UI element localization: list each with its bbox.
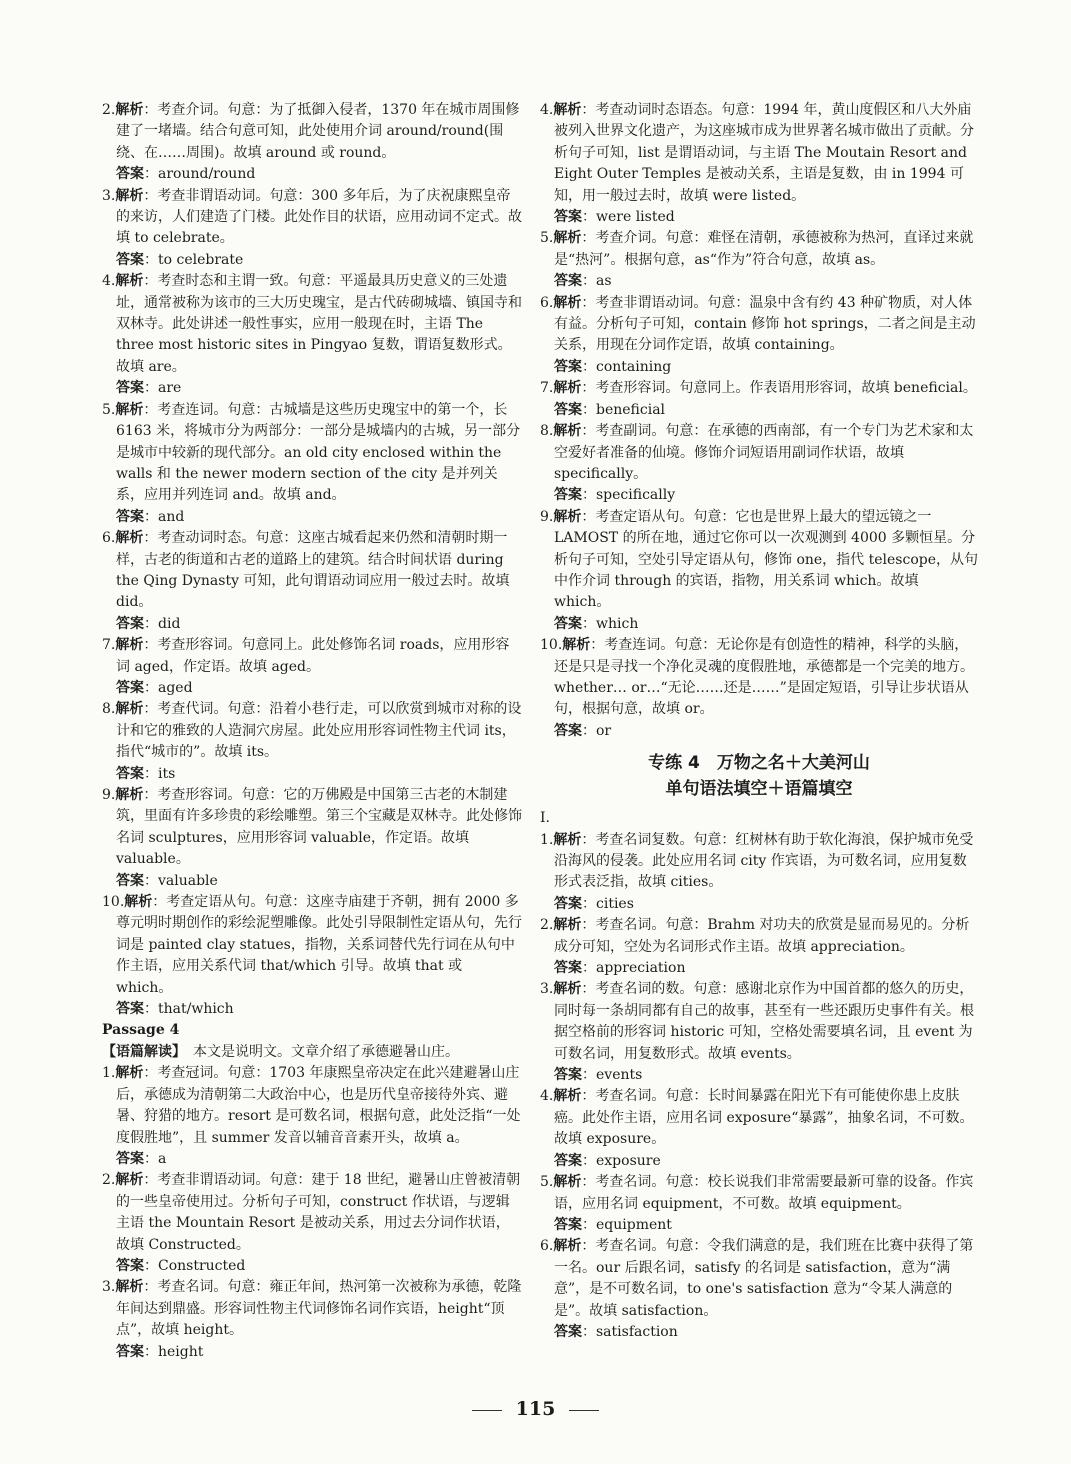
page-footer <box>0 1398 1071 1420</box>
analysis-text: ：考查连词。句意：古城墙是这些历史瑰宝中的第一个，长 6163 米，将城市分为两部分：一部分是城墙内的古城，另一部分是城市中较新的现代部分。an old city enclosed within the walls 和 the newer modern section of the city 是并列关系，应用并列连词 and。故填 and。 <box>116 401 521 504</box>
answer-line <box>102 1256 522 1277</box>
answer-label: 答案 <box>116 872 144 889</box>
answer-line <box>102 764 522 785</box>
answer-line <box>540 357 978 378</box>
passage-entries <box>102 1063 522 1363</box>
answer-line <box>540 207 978 228</box>
answer-value: ：cities <box>582 895 634 912</box>
item-number: 1. <box>102 1065 116 1082</box>
item-number: 10. <box>540 637 563 654</box>
item-number: 10. <box>102 894 125 911</box>
analysis-label: 解析 <box>115 102 144 118</box>
answer-item <box>102 100 522 186</box>
answer-item <box>102 1063 522 1170</box>
right-column <box>540 100 978 1343</box>
answer-label: 答案 <box>116 765 144 782</box>
answer-line <box>540 485 978 506</box>
answer-item <box>102 271 522 399</box>
analysis-text: ：考查形容词。句意：它的万佛殿是中国第三古老的木制建筑，里面有许多珍贵的彩绘雕塑。第三个宝藏是双林寺。此处修饰名词 sculptures，应用形容词 valuable，作定语。故填 valuable。 <box>116 787 522 868</box>
passage-block <box>102 1020 522 1363</box>
analysis-label: 解析 <box>553 981 582 998</box>
answer-line <box>102 507 522 528</box>
explanation <box>102 400 522 507</box>
explanation <box>540 1172 978 1215</box>
answer-item <box>102 400 522 528</box>
answer-label: 答案 <box>116 1343 144 1360</box>
answer-label: 答案 <box>554 615 582 632</box>
answer-line <box>102 1149 522 1170</box>
analysis-text: ：考查动词时态语态。句意：1994 年，黄山度假区和八大外庙被列入世界文化遗产，为这座城市成为世界著名城市做出了贡献。分析句子可知，list 是谓语动词，与主语 The Moutain Resort and Eight Outer Temples 是被动关系，主语是复数，由 in 1994 可知，用一般过去时，故填 were listed。 <box>554 102 974 204</box>
answer-item <box>102 1277 522 1363</box>
analysis-text: ：考查定语从句。句意：这座寺庙建于齐朝，拥有 2000 多尊元明时期创作的彩绘泥塑雕像。此处引导限制性定语从句，先行词是 painted clay statues，指物，关系词替代先行词在从句中作主语，应用关系代词 that/which 引导。故填 that 或 which。 <box>116 894 522 996</box>
item-number: 4. <box>102 273 116 290</box>
answer-value: ：specifically <box>582 487 676 504</box>
intro-label: 【语篇解读】 <box>102 1043 179 1060</box>
analysis-label: 解析 <box>553 294 582 311</box>
explanation <box>102 186 522 250</box>
answer-label: 答案 <box>554 1216 582 1233</box>
answer-value: ：beneficial <box>582 401 666 418</box>
explanation <box>102 892 522 999</box>
analysis-text: ：考查名词的数。句意：感谢北京作为中国首都的悠久的历史，同时每一条胡同都有自己的故事，甚至有一些还跟历史事件有关。根据空格前的形容词 historic 可知，空格处需要填名词，且 event 为可数名词，用复数形式。故填 events。 <box>554 981 974 1062</box>
item-number: 8. <box>540 423 554 440</box>
analysis-label: 解析 <box>553 508 582 525</box>
analysis-text: ：考查定语从句。句意：它也是世界上最大的望远镜之一 LAMOST 的所在地，通过它你可以一次观测到 4000 多颗恒星。分析句子可知，空处引导定语从句，修饰 one，指代 telescope，从句中作介词 through 的宾语，指物，用关系词 which。故填 which。 <box>554 508 979 611</box>
answer-value: ：events <box>582 1067 643 1084</box>
item-number: 9. <box>540 508 554 525</box>
explanation <box>540 378 978 399</box>
answer-item <box>540 979 978 1086</box>
answer-item <box>102 528 522 635</box>
right-entries <box>540 100 978 742</box>
analysis-label: 解析 <box>115 787 144 803</box>
item-number: 4. <box>540 102 554 118</box>
answer-value: ：exposure <box>582 1152 661 1169</box>
footer-dash-right <box>569 1410 599 1411</box>
answer-value: ：are <box>144 380 182 397</box>
answer-label: 答案 <box>554 401 582 418</box>
answer-label: 答案 <box>554 960 582 977</box>
answer-item <box>102 892 522 1020</box>
answer-item <box>102 186 522 272</box>
answer-value: ：which <box>582 615 639 632</box>
explanation <box>102 699 522 763</box>
section-title <box>540 750 978 802</box>
answer-label: 答案 <box>116 679 144 696</box>
analysis-text: ：考查副词。句意：在承德的西南部，有一个专门为艺术家和太空爱好者准备的仙境。修饰介词短语用副词作状语，故填 specifically。 <box>554 423 974 482</box>
answer-item <box>102 635 522 699</box>
item-number: 2. <box>540 917 554 934</box>
explanation <box>102 785 522 871</box>
answer-value: ：as <box>582 273 612 290</box>
answer-line <box>102 378 522 399</box>
answer-value: ：and <box>144 508 185 525</box>
answer-label: 答案 <box>554 1323 582 1340</box>
item-number: 7. <box>540 380 554 397</box>
item-number: 3. <box>102 187 116 204</box>
analysis-text: ：考查名词。句意：校长说我们非常需要最新可靠的设备。作宾语，应用名词 equipment，不可数。故填 equipment。 <box>554 1174 974 1212</box>
answer-value: ：around/round <box>144 166 256 183</box>
answer-label: 答案 <box>554 273 582 290</box>
explanation <box>540 635 978 721</box>
item-number: 9. <box>102 787 116 803</box>
answer-label: 答案 <box>116 1257 144 1274</box>
item-number: 6. <box>102 530 116 547</box>
analysis-label: 解析 <box>115 401 144 418</box>
analysis-label: 解析 <box>553 102 582 118</box>
answer-value: ：containing <box>582 358 672 375</box>
answer-line <box>540 1322 978 1343</box>
answer-line <box>540 1151 978 1172</box>
answer-label: 答案 <box>116 1150 144 1167</box>
item-number: 2. <box>102 102 116 118</box>
analysis-label: 解析 <box>553 917 582 934</box>
analysis-text: ：考查介词。句意：为了抵御入侵者，1370 年在城市周围修建了一堵墙。结合句意可知，此处使用介词 around/round(围绕、在……周围)。故填 around 或 round。 <box>116 102 520 161</box>
answer-label: 答案 <box>554 895 582 912</box>
analysis-text: ：考查形容词。句意同上。作表语用形容词，故填 beneficial。 <box>581 380 977 397</box>
explanation <box>102 528 522 614</box>
answer-value: ：its <box>144 765 176 782</box>
section-entries <box>540 830 978 1344</box>
analysis-text: ：考查形容词。句意同上。此处修饰名词 roads，应用形容词 aged，作定语。故填 aged。 <box>116 637 510 675</box>
answer-label: 答案 <box>554 1152 582 1169</box>
answer-line <box>540 1065 978 1086</box>
analysis-label: 解析 <box>553 380 582 397</box>
item-number: 3. <box>102 1279 116 1296</box>
answer-item <box>540 421 978 507</box>
answer-item <box>540 293 978 379</box>
explanation <box>102 1277 522 1341</box>
answer-line <box>102 250 522 271</box>
answer-item <box>540 228 978 292</box>
answer-label: 答案 <box>116 166 144 183</box>
explanation <box>540 100 978 207</box>
answer-label: 答案 <box>554 487 582 504</box>
item-number: 6. <box>540 1238 554 1255</box>
answer-value: ：appreciation <box>582 960 686 977</box>
left-column <box>102 100 522 1363</box>
item-number: 8. <box>102 701 116 718</box>
left-entries <box>102 100 522 1020</box>
analysis-text: ：考查名词。句意：长时间暴露在阳光下有可能使你患上皮肤癌。此处作主语，应用名词 exposure“暴露”，抽象名词，不可数。故填 exposure。 <box>554 1088 974 1148</box>
answer-line <box>540 721 978 742</box>
analysis-text: ：考查名词。句意：雍正年间，热河第一次被称为承德，乾隆年间达到鼎盛。形容词性物主代词修饰名词作宾语，height“顶点”，故填 height。 <box>116 1279 522 1339</box>
answer-value: ：that/which <box>144 1001 234 1018</box>
answer-line <box>102 1342 522 1363</box>
answer-line <box>540 614 978 635</box>
analysis-label: 解析 <box>553 1238 582 1255</box>
analysis-text: ：考查代词。句意：沿着小巷行走，可以欣赏到城市对称的设计和它的雅致的人造洞穴房屋。此处应用形容词性物主代词 its，指代“城市的”。故填 its。 <box>116 701 522 761</box>
intro-text: 本文是说明文。文章介绍了承德避暑山庄。 <box>193 1043 459 1060</box>
answer-value: ：valuable <box>144 872 218 889</box>
item-number: 5. <box>540 1174 554 1191</box>
explanation <box>540 1086 978 1150</box>
analysis-text: ：考查非谓语动词。句意：300 多年后，为了庆祝康熙皇帝的来访，人们建造了门楼。此处作目的状语，应用动词不定式。故填 to celebrate。 <box>116 187 522 247</box>
answer-label: 答案 <box>116 615 144 632</box>
explanation <box>102 1063 522 1149</box>
answer-value: ：to celebrate <box>144 251 244 268</box>
analysis-label: 解析 <box>115 701 144 718</box>
analysis-text: ：考查连词。句意：无论你是有创造性的精神，科学的头脑，还是只是寻找一个净化灵魂的度假胜地，承德都是一个完美的地方。whether… or…“无论……还是……”是固定短语，引导让步状语从句，根据句意，故填 or。 <box>554 637 974 718</box>
explanation <box>102 635 522 678</box>
answer-item <box>540 1086 978 1172</box>
answer-item <box>102 1170 522 1277</box>
explanation <box>540 421 978 485</box>
item-number: 5. <box>540 230 554 247</box>
section-title-line1: 专练 4 万物之名＋大美河山 <box>648 753 870 774</box>
analysis-label: 解析 <box>553 230 582 247</box>
answer-line <box>102 871 522 892</box>
page-number: 115 <box>515 1398 556 1420</box>
analysis-text: ：考查动词时态。句意：这座古城看起来仍然和清朝时期一样，古老的街道和古老的道路上的建筑。结合时间状语 during the Qing Dynasty 可知，此句谓语动词应用一般过去时。故填 did。 <box>116 530 510 611</box>
item-number: 6. <box>540 294 554 311</box>
answer-line <box>540 400 978 421</box>
passage-heading: Passage 4 <box>102 1022 180 1039</box>
explanation <box>540 228 978 271</box>
analysis-label: 解析 <box>553 831 582 848</box>
item-number: 2. <box>102 1172 116 1189</box>
answer-item <box>540 100 978 228</box>
explanation <box>540 507 978 614</box>
answer-item <box>540 1172 978 1236</box>
explanation <box>102 1170 522 1256</box>
answer-value: ：were listed <box>582 209 675 226</box>
answer-value: ：did <box>144 615 181 632</box>
explanation <box>540 1236 978 1322</box>
explanation <box>540 915 978 958</box>
explanation <box>540 830 978 894</box>
answer-line <box>540 1215 978 1236</box>
passage-intro <box>102 1042 522 1063</box>
answer-line <box>540 271 978 292</box>
item-number: 4. <box>540 1088 554 1105</box>
item-number: 7. <box>102 637 116 654</box>
answer-item <box>540 915 978 979</box>
answer-label: 答案 <box>554 722 582 739</box>
answer-item <box>102 699 522 785</box>
analysis-label: 解析 <box>115 1065 144 1082</box>
analysis-text: ：考查介词。句意：难怪在清朝，承德被称为热河，直译过来就是“热河”。根据句意，as“作为”符合句意，故填 as。 <box>554 230 974 268</box>
analysis-label: 解析 <box>115 187 144 204</box>
explanation <box>102 100 522 164</box>
analysis-text: ：考查时态和主谓一致。句意：平遥最具历史意义的三处遗址，通常被称为该市的三大历史瑰宝，是古代砖砌城墙、镇国寺和双林寺。此处讲述一般性事实，应用一般现在时，主语 The three most historic sites in Pingyao 复数，谓语复数形式。故填 are。 <box>116 273 522 375</box>
answer-item <box>102 785 522 892</box>
answer-label: 答案 <box>116 380 144 397</box>
analysis-text: ：考查非谓语动词。句意：建于 18 世纪，避暑山庄曾被清朝的一些皇帝使用过。分析句子可知，construct 作状语，与逻辑主语 the Mountain Resort 是被动关系，用过去分词作状语，故填 Constructed。 <box>116 1172 521 1253</box>
answer-line <box>540 894 978 915</box>
answer-value: ：equipment <box>582 1216 672 1233</box>
analysis-text: ：考查名词复数。句意：红树林有助于软化海浪，保护城市免受沿海风的侵袭。此处应用名词 city 作宾语，为可数名词，应用复数形式表泛指，故填 cities。 <box>554 831 974 891</box>
answer-item <box>540 378 978 421</box>
roman-heading: Ⅰ. <box>540 810 550 827</box>
analysis-label: 解析 <box>115 1279 144 1296</box>
answer-value: ：height <box>144 1343 204 1360</box>
item-number: 1. <box>540 831 554 848</box>
analysis-label: 解析 <box>553 1174 582 1191</box>
answer-value: ：a <box>144 1150 167 1167</box>
answer-item <box>540 1236 978 1343</box>
analysis-label: 解析 <box>115 1172 144 1189</box>
item-number: 5. <box>102 401 116 418</box>
answer-line <box>102 678 522 699</box>
answer-line <box>102 999 522 1020</box>
analysis-text: ：考查名词。句意：Brahm 对功夫的欣赏是显而易见的。分析成分可知，空处为名词形式作主语。故填 appreciation。 <box>554 917 970 955</box>
answer-line <box>102 164 522 185</box>
section-title-line2: 单句语法填空＋语篇填空 <box>665 779 853 800</box>
answer-label: 答案 <box>116 508 144 525</box>
analysis-text: ：考查非谓语动词。句意：温泉中含有约 43 种矿物质，对人体有益。分析句子可知，contain 修饰 hot springs，二者之间是主动关系，用现在分词作定语，故填 containing。 <box>554 294 976 354</box>
analysis-label: 解析 <box>562 637 591 654</box>
answer-item <box>540 635 978 742</box>
analysis-label: 解析 <box>124 894 153 911</box>
explanation <box>540 979 978 1065</box>
analysis-text: ：考查冠词。句意：1703 年康熙皇帝决定在此兴建避暑山庄后，承德成为清朝第二大政治中心，也是历代皇帝接待外宾、避暑、狩猎的地方。resort 是可数名词，根据句意，此处泛指“一处度假胜地”，且 summer 发音以辅音音素开头，故填 a。 <box>116 1065 521 1146</box>
answer-item <box>540 507 978 635</box>
answer-label: 答案 <box>554 1067 582 1084</box>
answer-label: 答案 <box>116 1001 144 1018</box>
item-number: 3. <box>540 981 554 998</box>
analysis-label: 解析 <box>115 273 144 290</box>
analysis-label: 解析 <box>553 423 582 440</box>
analysis-label: 解析 <box>115 637 144 654</box>
answer-value: ：Constructed <box>144 1257 246 1274</box>
analysis-text: ：考查名词。句意：令我们满意的是，我们班在比赛中获得了第一名。our 后跟名词，satisfy 的名词是 satisfaction，意为“满意”，是不可数名词，to one's satisfaction 意为“令某人满意的是”。故填 satisfaction。 <box>554 1238 974 1319</box>
answer-value: ：or <box>582 722 612 739</box>
answer-label: 答案 <box>554 209 582 226</box>
answer-line <box>102 614 522 635</box>
explanation <box>102 271 522 378</box>
analysis-label: 解析 <box>115 530 144 547</box>
answer-value: ：satisfaction <box>582 1323 678 1340</box>
answer-item <box>540 830 978 916</box>
analysis-label: 解析 <box>553 1088 582 1105</box>
footer-dash-left <box>472 1410 502 1411</box>
answer-value: ：aged <box>144 679 193 696</box>
answer-label: 答案 <box>554 358 582 375</box>
answer-label: 答案 <box>116 251 144 268</box>
answer-line <box>540 958 978 979</box>
explanation <box>540 293 978 357</box>
